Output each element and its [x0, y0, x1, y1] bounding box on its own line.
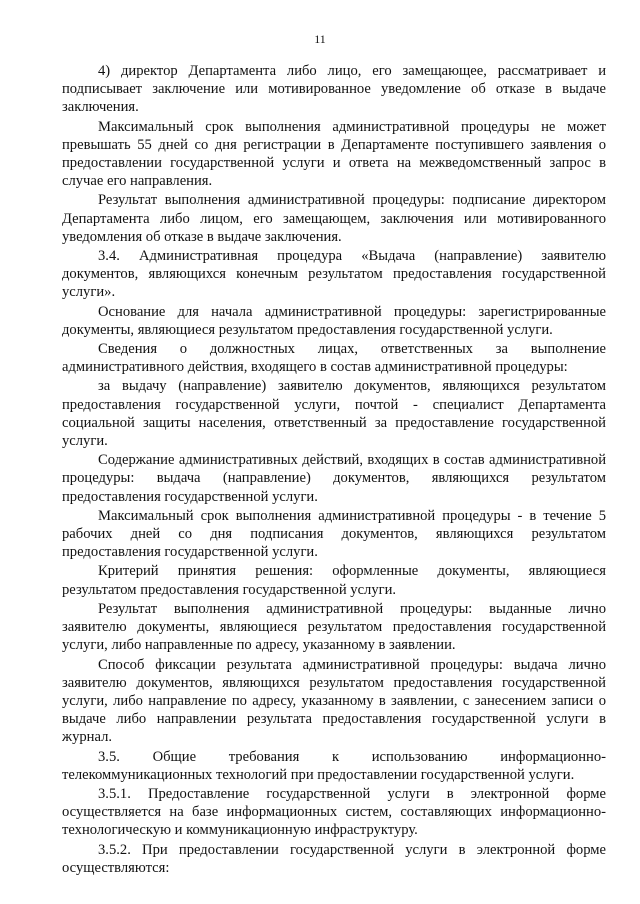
paragraph-section-3-4: 3.4. Административная процедура «Выдача (направление) заявителю документов, являющихся конечным результатом предоставления государственной услуги».: [62, 248, 606, 301]
paragraph-basis-for-start: Основание для начала административной процедуры: зарегистрированные документы, являющиеся результатом предоставления государственной услуги.: [62, 303, 606, 338]
paragraph-officials-info: Сведения о должностных лицах, ответственных за выполнение административного действия, входящего в состав административной процедуры:: [62, 341, 606, 376]
paragraph-max-term-55-days: Максимальный срок выполнения административной процедуры не может превышать 55 дней со дня регистрации в Департаменте поступившего заявления о предоставлении государственной услуги и ответа на межведомственный запрос в случае его направления.: [62, 118, 606, 190]
paragraph-fixation-method: Способ фиксации результата административной процедуры: выдача лично заявителю документов, являющихся результатом предоставления государственной услуги, либо направление по адресу, указанному в заявлении, с занесением записи о выдаче либо направлении результата предоставления государственной услуги в журнал.: [62, 656, 606, 746]
paragraph-decision-criterion: Критерий принятия решения: оформленные документы, являющиеся результатом предоставления государственной услуги.: [62, 563, 606, 598]
paragraph-actions-content: Содержание административных действий, входящих в состав административной процедуры: выдача (направление) документов, являющихся результатом предоставления государственной услуги.: [62, 452, 606, 505]
page-number: 11: [314, 32, 326, 46]
paragraph-issuance-by-mail: за выдачу (направление) заявителю документов, являющихся результатом предоставления государственной услуги, почтой - специалист Департамента социальной защиты населения, ответственный за предоставление государственной услуги.: [62, 378, 606, 450]
paragraph-procedure-result-signing: Результат выполнения административной процедуры: подписание директором Департамента либо лицом, его замещающем, заключения или мотивированного уведомления об отказе в выдаче заключения.: [62, 192, 606, 245]
paragraph-section-3-5: 3.5. Общие требования к использованию информационно-телекоммуникационных технологий при предоставлении государственной услуги.: [62, 748, 606, 783]
paragraph-section-3-5-2: 3.5.2. При предоставлении государственной услуги в электронной форме осуществляются:: [62, 841, 606, 876]
paragraph-section-3-5-1: 3.5.1. Предоставление государственной услуги в электронной форме осуществляется на базе информационных систем, составляющих информационно-технологическую и коммуникационную инфраструктуру.: [62, 785, 606, 839]
paragraph-max-term-5-days: Максимальный срок выполнения административной процедуры - в течение 5 рабочих дней со дня подписания документов, являющихся результатом предоставления государственной услуги.: [62, 507, 606, 561]
paragraph-procedure-result-issued: Результат выполнения административной процедуры: выданные лично заявителю документы, являющиеся результатом предоставления государственной услуги, либо направленные по адресу, указанному в заявлении.: [62, 600, 606, 654]
paragraph-director-signs: 4) директор Департамента либо лицо, его замещающее, рассматривает и подписывает заключение или мотивированное уведомление об отказе в выдаче заключения.: [62, 63, 606, 116]
document-body: [62, 62, 606, 877]
